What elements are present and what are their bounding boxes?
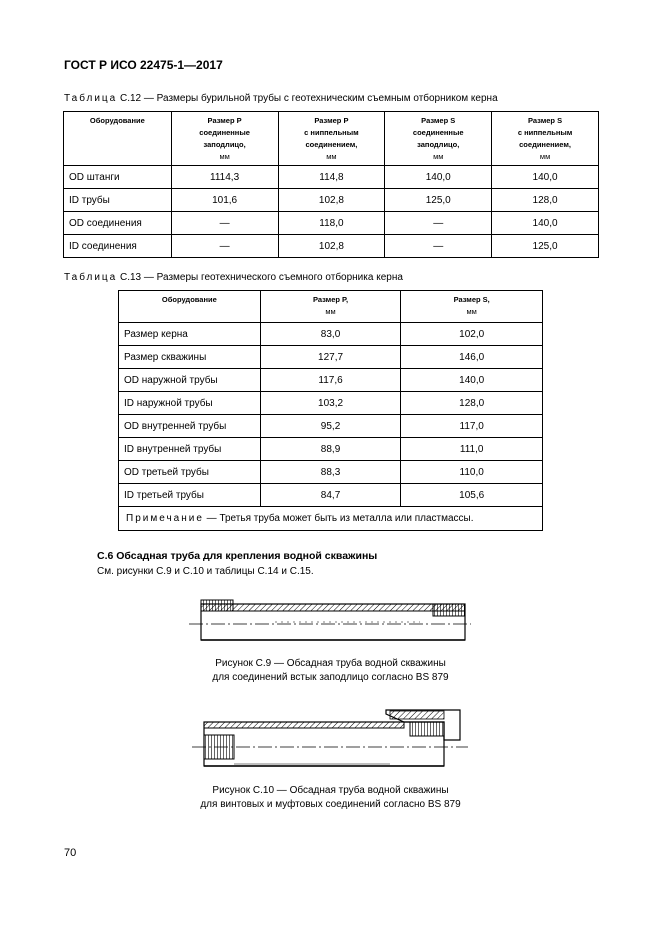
table-row: OD наружной трубы 117,6 140,0 — [119, 369, 543, 392]
figure-10-pipe-drawing — [190, 700, 470, 780]
table-12 — [63, 111, 599, 258]
table-12-caption — [64, 93, 498, 104]
table-13-header-equipment: Оборудование — [119, 291, 261, 323]
table-13-header-p: Размер Р, мм — [260, 291, 401, 323]
table-row: ID внутренней трубы 88,9 111,0 — [119, 438, 543, 461]
table-row: ID трубы 101,6 102,8 125,0 128,0 — [64, 189, 599, 212]
table-row: ID наружной трубы 103,2 128,0 — [119, 392, 543, 415]
table-12-caption-text: С.12 — Размеры бурильной трубы с геотехническим съемным отборником керна — [120, 93, 498, 104]
figure-10-caption: Рисунок С.10 — Обсадная труба водной скважины для винтовых и муфтовых соединений согласно BS 879 — [200, 785, 461, 810]
page-number: 70 — [64, 847, 77, 859]
table-13-caption-text: С.13 — Размеры геотехнического съемного отборника керна — [120, 272, 403, 283]
table-12-header-s-flush: Размер S соединенные заподлицо, мм — [385, 112, 492, 166]
figure-9-pipe-drawing — [185, 595, 475, 651]
table-row: OD третьей трубы 88,3 110,0 — [119, 461, 543, 484]
table-12-header-s-nipple: Размер S с ниппельным соединением, мм — [492, 112, 599, 166]
table-row: OD соединения — 118,0 — 140,0 — [64, 212, 599, 235]
table-row: ID соединения — 102,8 — 125,0 — [64, 235, 599, 258]
table-13-note: Примечание — Третья труба может быть из металла или пластмассы. — [119, 507, 543, 531]
table-row: OD штанги 1114,3 114,8 140,0 140,0 — [64, 166, 599, 189]
table-row: ID третьей трубы 84,7 105,6 — [119, 484, 543, 507]
table-13-header-row — [119, 291, 543, 323]
section-text: См. рисунки С.9 и С.10 и таблицы С.14 и С.15. — [97, 566, 314, 577]
table-12-header-p-flush: Размер Р соединенные заподлицо, мм — [171, 112, 278, 166]
table-12-caption-label: Таблица — [64, 93, 118, 104]
table-row: Размер керна 83,0 102,0 — [119, 323, 543, 346]
figure-9-caption: Рисунок С.9 — Обсадная труба водной скважины для соединений встык заподлицо согласно BS 879 — [212, 658, 449, 683]
table-13-caption-label: Таблица — [64, 272, 118, 283]
table-13-note-row — [119, 507, 543, 531]
section-heading: С.6 Обсадная труба для крепления водной скважины — [97, 550, 378, 562]
table-12-header-row — [64, 112, 599, 166]
table-12-header-p-nipple: Размер Р с ниппельным соединением, мм — [278, 112, 385, 166]
table-13-header-s: Размер S, мм — [401, 291, 543, 323]
table-13 — [118, 290, 543, 531]
table-row: Размер скважины 127,7 146,0 — [119, 346, 543, 369]
table-row: OD внутренней трубы 95,2 117,0 — [119, 415, 543, 438]
table-12-header-equipment: Оборудование — [64, 112, 172, 166]
document-header: ГОСТ Р ИСО 22475-1—2017 — [64, 58, 223, 72]
table-13-caption — [64, 272, 403, 283]
